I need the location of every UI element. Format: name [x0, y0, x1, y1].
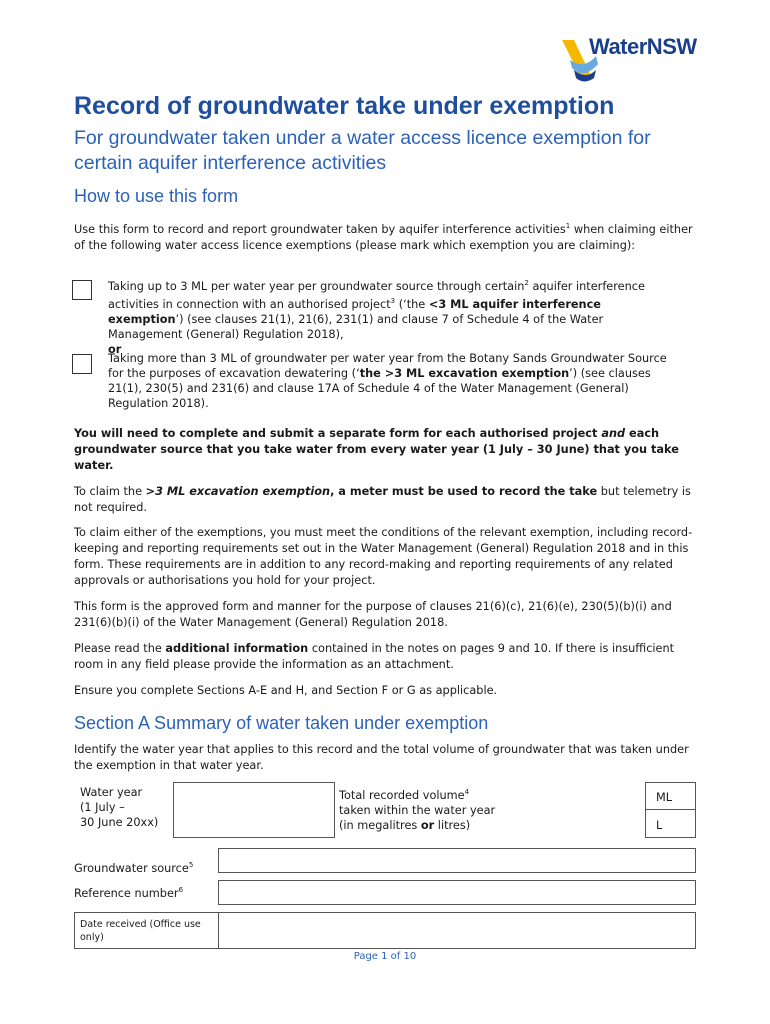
water-year-field[interactable]: [173, 782, 335, 838]
reference-number-field[interactable]: [218, 880, 696, 905]
groundwater-source-label: [74, 858, 193, 876]
volume-line-2: taken within the water year: [339, 803, 496, 817]
page-subtitle: For groundwater taken under a water access licence exemption for certain aquifer interference activities: [74, 127, 651, 174]
option2-text-2: ’) (see clauses 21(1), 230(5) and 231(6) and clause 17A of Schedule 4 of the Water Management (General) Regulation 2018).: [108, 367, 651, 410]
volume-line-1: Total recorded volume: [339, 788, 465, 802]
water-year-line-1: Water year: [80, 786, 143, 799]
intro-text-b: when claiming either of the following water access licence exemptions (please mark which exemption you are claiming):: [74, 222, 693, 252]
volume-line-3b: or: [420, 818, 435, 832]
separate-form-notice: [74, 426, 704, 474]
section-a-intro: Identify the water year that applies to this record and the total volume of groundwater that was taken under the exemption in that water year.: [74, 743, 689, 772]
office-use-divider: [218, 912, 219, 949]
meter-text-c: but telemetry is not required.: [74, 485, 691, 514]
read-text-a: Please read the: [74, 642, 166, 655]
how-to-intro: [74, 218, 704, 254]
unit-l-label: L: [656, 819, 663, 832]
option1-text-2: aquifer interference activities in connection with an authorised project: [108, 279, 645, 311]
reference-label-text: Reference number: [74, 886, 179, 900]
total-volume-label: [339, 785, 524, 833]
date-received-label: Date received (Office use only): [80, 919, 201, 943]
water-year-label: [80, 785, 175, 830]
checkbox-excavation-exemption[interactable]: [72, 354, 92, 374]
meter-bold: , a meter must be used to record the take: [330, 485, 598, 498]
groundwater-source-field[interactable]: [218, 848, 696, 873]
option-excavation-exemption: [108, 351, 668, 411]
read-text-b: contained in the notes on pages 9 and 10. If there is insufficient room in any field please provide the information as an attachment.: [74, 642, 675, 671]
logo-text: WaterNSW: [589, 34, 697, 59]
footnote-2: 2: [524, 279, 529, 287]
source-label-text: Groundwater source: [74, 861, 189, 875]
notice-text-a: You will need to complete and submit a separate form for each authorised project: [74, 427, 602, 440]
option-aquifer-interference-exemption: [108, 276, 668, 357]
how-to-heading: How to use this form: [74, 186, 239, 206]
intro-text-a: Use this form to record and report groundwater taken by aquifer interference activities: [74, 222, 566, 236]
additional-info-paragraph: [74, 641, 704, 673]
section-a-heading: Section A Summary of water taken under exemption: [74, 713, 489, 733]
volume-line-3a: (in megalitres: [339, 818, 421, 832]
waternsw-logo: [560, 30, 720, 85]
footnote-1: 1: [565, 222, 571, 230]
meter-text-a: To claim the: [74, 485, 146, 498]
water-year-line-2: (1 July –: [80, 801, 125, 814]
unit-divider: [645, 809, 696, 810]
unit-ml-label: ML: [656, 791, 673, 804]
option2-bold: the >3 ML excavation exemption: [359, 367, 570, 380]
option1-text-4: ’) (see clauses 21(1), 21(6), 231(1) and clause 7 of Schedule 4 of the Water Management (General) Regulation 2018),: [108, 312, 604, 341]
footnote-6: 6: [178, 886, 184, 894]
conditions-paragraph: To claim either of the exemptions, you must meet the conditions of the relevant exemption, including record-keeping and reporting requirements set out in the Water Management (General) Regulation 2018 and in this form. These requirements are in addition to any record-making and reporting requirements of any related approvals or authorisations you hold for your project.: [74, 526, 693, 587]
notice-text-b: each groundwater source that you take water from every water year (1 July – 30 June) that you take water.: [74, 427, 679, 472]
footnote-5: 5: [188, 861, 194, 869]
footnote-4: 4: [464, 788, 470, 796]
volume-l-field[interactable]: [522, 809, 646, 838]
or-label: or: [108, 342, 122, 356]
volume-ml-field[interactable]: [522, 782, 646, 810]
read-bold: additional information: [165, 642, 309, 655]
approved-form-paragraph: This form is the approved form and manner for the purpose of clauses 21(6)(c), 21(6)(e), 230(5)(b)(i) and 231(6)(b)(i) of the Water Management (General) Regulation 2018.: [74, 600, 672, 629]
notice-italic: and: [601, 427, 626, 440]
page-title: Record of groundwater take under exemption: [74, 92, 615, 120]
page-number: Page 1 of 10: [353, 951, 417, 962]
water-year-line-3: 30 June 20xx): [80, 816, 159, 829]
meter-bold-italic: >3 ML excavation exemption: [145, 485, 331, 498]
option1-text-1: Taking up to 3 ML per water year per groundwater source through certain: [108, 279, 525, 293]
checkbox-aquifer-interference-exemption[interactable]: [72, 280, 92, 300]
option1-bold: <3 ML aquifer interference exemption: [108, 297, 601, 326]
volume-line-3c: litres): [434, 818, 471, 832]
footnote-3: 3: [390, 296, 396, 305]
option2-text-1: Taking more than 3 ML of groundwater per water year from the Botany Sands Groundwater Source for the purposes of excavation dewatering (‘: [108, 352, 667, 380]
meter-requirement: [74, 484, 704, 516]
reference-number-label: [74, 883, 183, 901]
option1-text-3: (‘the: [395, 297, 429, 311]
ensure-sections-paragraph: Ensure you complete Sections A-E and H, and Section F or G as applicable.: [74, 684, 498, 697]
